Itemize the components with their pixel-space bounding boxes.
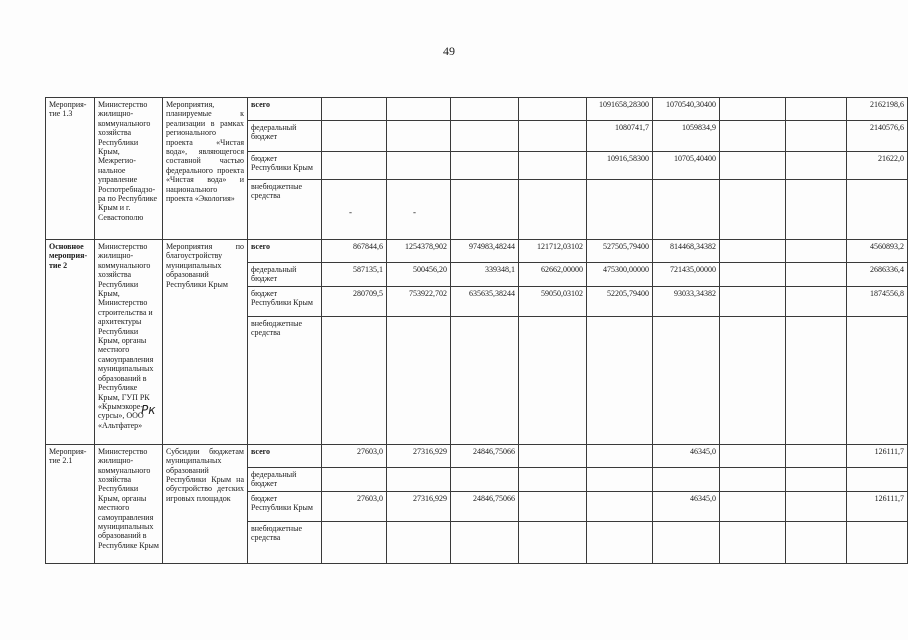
value-cell (387, 180, 451, 240)
total-value-cell (847, 467, 908, 491)
dash-mark: - (349, 207, 352, 217)
value-cell (451, 467, 519, 491)
value-cell: 1070540,30400 (653, 98, 720, 121)
value-cell (387, 121, 451, 152)
value-cell (322, 467, 387, 491)
measure-code: Мероприя-тие 2.1 (46, 444, 95, 563)
value-cell (587, 444, 653, 467)
value-cell (653, 316, 720, 444)
value-cell (519, 491, 587, 521)
value-cell (587, 316, 653, 444)
funding-source-label: всего (248, 98, 322, 121)
funding-source-label: бюджет Республики Крым (248, 286, 322, 316)
value-cell: 475300,00000 (587, 263, 653, 287)
table-body (46, 98, 908, 564)
value-cell (720, 121, 786, 152)
value-cell: 635635,38244 (451, 286, 519, 316)
total-value-cell: 2686336,4 (847, 263, 908, 287)
value-cell: 52205,79400 (587, 286, 653, 316)
value-cell (587, 491, 653, 521)
value-cell (451, 152, 519, 180)
funding-source-label: внебюджетные средства (248, 316, 322, 444)
value-cell (786, 467, 847, 491)
value-cell (387, 152, 451, 180)
value-cell (587, 467, 653, 491)
value-cell (322, 316, 387, 444)
executor-cell: Министерство жилищно-коммунального хозяйства Республики Крым, органы местного самоуправления муниципальных образований в Республике Крым (95, 444, 163, 563)
value-cell: 1254378,902 (387, 240, 451, 263)
value-cell (322, 98, 387, 121)
value-cell (786, 286, 847, 316)
value-cell (786, 180, 847, 240)
description-cell: Субсидии бюджетам муниципальных образований Республики Крым на обустройство детских игровых площадок (163, 444, 248, 563)
description-cell: Мероприятия по благоустройству муниципальных образований Республики Крым (163, 240, 248, 445)
value-cell: 27603,0 (322, 491, 387, 521)
funding-source-label: бюджет Республики Крым (248, 152, 322, 180)
value-cell (519, 467, 587, 491)
value-cell (519, 444, 587, 467)
total-value-cell: 126111,7 (847, 491, 908, 521)
value-cell (786, 152, 847, 180)
value-cell (720, 444, 786, 467)
value-cell (786, 98, 847, 121)
value-cell (720, 152, 786, 180)
value-cell: 527505,79400 (587, 240, 653, 263)
funding-source-label: федеральный бюджет (248, 121, 322, 152)
value-cell (587, 180, 653, 240)
value-cell: 46345,0 (653, 491, 720, 521)
handwritten-note: Рк (141, 403, 156, 417)
funding-source-label: всего (248, 240, 322, 263)
value-cell: 753922,702 (387, 286, 451, 316)
value-cell: 814468,34382 (653, 240, 720, 263)
value-cell (451, 121, 519, 152)
value-cell (387, 467, 451, 491)
value-cell (322, 180, 387, 240)
value-cell (720, 263, 786, 287)
value-cell: 339348,1 (451, 263, 519, 287)
value-cell (451, 180, 519, 240)
value-cell: 62662,00000 (519, 263, 587, 287)
value-cell (387, 316, 451, 444)
value-cell (519, 121, 587, 152)
value-cell (451, 316, 519, 444)
total-value-cell (847, 180, 908, 240)
value-cell (786, 444, 847, 467)
budget-table (45, 97, 908, 564)
value-cell (653, 180, 720, 240)
value-cell: 59050,03102 (519, 286, 587, 316)
value-cell (720, 240, 786, 263)
value-cell (387, 98, 451, 121)
value-cell (322, 521, 387, 563)
value-cell: 1091658,28300 (587, 98, 653, 121)
value-cell (322, 152, 387, 180)
dash-mark: - (413, 207, 416, 217)
value-cell: 587135,1 (322, 263, 387, 287)
value-cell: 27316,929 (387, 444, 451, 467)
value-cell (451, 98, 519, 121)
value-cell: 500456,20 (387, 263, 451, 287)
value-cell (653, 467, 720, 491)
value-cell: 27316,929 (387, 491, 451, 521)
value-cell (519, 152, 587, 180)
value-cell (786, 316, 847, 444)
table-row (46, 98, 908, 121)
value-cell (786, 491, 847, 521)
value-cell (587, 521, 653, 563)
value-cell (387, 521, 451, 563)
value-cell (786, 263, 847, 287)
measure-code: Мероприя-тие 1.3 (46, 98, 95, 240)
total-value-cell: 21622,0 (847, 152, 908, 180)
page-number: 49 (443, 44, 455, 58)
executor-cell: Министерство жилищно-коммунального хозяйства Республики Крым, Министерство строительства и архитектуры Республики Крым, органы местного самоуправления муниципальных образований в Республике Крым, ГУП РК «Крымэкоре-сурсы», ООО «Альтфатер» (95, 240, 163, 445)
value-cell: 280709,5 (322, 286, 387, 316)
funding-source-label: всего (248, 444, 322, 467)
value-cell: 10705,40400 (653, 152, 720, 180)
measure-code: Основное мероприя-тие 2 (46, 240, 95, 445)
total-value-cell: 2162198,6 (847, 98, 908, 121)
value-cell (519, 316, 587, 444)
value-cell (720, 98, 786, 121)
value-cell (786, 121, 847, 152)
value-cell: 974983,48244 (451, 240, 519, 263)
value-cell (720, 180, 786, 240)
funding-source-label: внебюджетные средства (248, 521, 322, 563)
value-cell: 1080741,7 (587, 121, 653, 152)
value-cell: 93033,34382 (653, 286, 720, 316)
table-row (46, 240, 908, 263)
funding-source-label: федеральный бюджет (248, 263, 322, 287)
value-cell (322, 121, 387, 152)
description-cell: Мероприятия, планируемые к реализации в рамках регионального проекта «Чистая вода», являющегося составной частью федерального проекта «Чистая вода» и национального проекта «Экология» (163, 98, 248, 240)
value-cell (720, 521, 786, 563)
value-cell: 121712,03102 (519, 240, 587, 263)
funding-source-label: внебюджетные средства (248, 180, 322, 240)
total-value-cell (847, 316, 908, 444)
value-cell (720, 491, 786, 521)
value-cell (720, 316, 786, 444)
total-value-cell: 4560893,2 (847, 240, 908, 263)
funding-source-label: бюджет Республики Крым (248, 491, 322, 521)
value-cell (786, 521, 847, 563)
value-cell (519, 98, 587, 121)
total-value-cell: 1874556,8 (847, 286, 908, 316)
value-cell (786, 240, 847, 263)
value-cell: 721435,00000 (653, 263, 720, 287)
value-cell: 10916,58300 (587, 152, 653, 180)
value-cell: 24846,75066 (451, 491, 519, 521)
value-cell (519, 180, 587, 240)
value-cell (519, 521, 587, 563)
value-cell: 46345,0 (653, 444, 720, 467)
value-cell (653, 521, 720, 563)
value-cell (720, 467, 786, 491)
funding-source-label: федеральный бюджет (248, 467, 322, 491)
value-cell (720, 286, 786, 316)
value-cell: 1059834,9 (653, 121, 720, 152)
executor-cell: Министерство жилищно-коммунального хозяйства Республики Крым, Межрегио-нальное управление Роспотребнадзо-ра по Республике Крым и г. Севастополю (95, 98, 163, 240)
value-cell: 867844,6 (322, 240, 387, 263)
total-value-cell: 2140576,6 (847, 121, 908, 152)
value-cell: 27603,0 (322, 444, 387, 467)
total-value-cell: 126111,7 (847, 444, 908, 467)
value-cell: 24846,75066 (451, 444, 519, 467)
value-cell (451, 521, 519, 563)
table-row (46, 444, 908, 467)
total-value-cell (847, 521, 908, 563)
